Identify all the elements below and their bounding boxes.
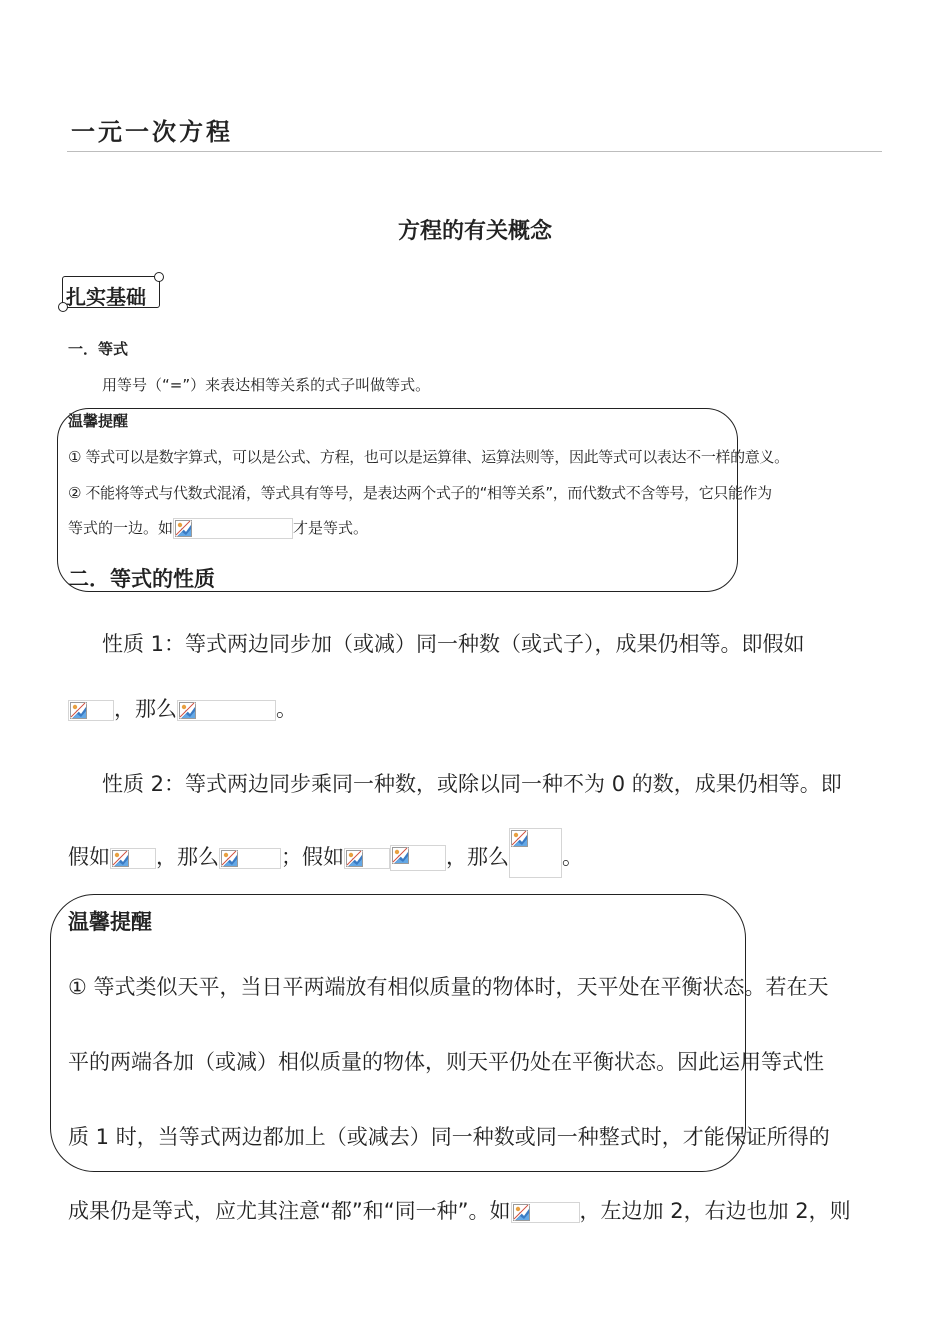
broken-image-icon [511,830,528,847]
broken-image-icon [179,702,196,719]
equation-definition: 用等号（“=”）来表达相等关系的式子叫做等式。 [102,376,431,394]
property-2-formula [68,828,583,880]
tip-callout-outline [50,894,746,1172]
property-1: 性质 1：等式两边同步加（或减）同一种数（或式子），成果仍相等。即假如 [102,632,805,656]
tip-heading: 温馨提醒 [68,412,129,430]
equation-image [511,1202,580,1223]
broken-image-icon [513,1204,530,1221]
property-2: 性质 2：等式两边同步乘同一种数，或除以同一种不为 0 的数，成果仍相等。即 [102,772,842,796]
broken-image-icon [346,850,363,867]
tip-item: ② 不能将等式与代数式混淆，等式具有等号，是表达两个式子的“相等关系”，而代数式不含等号，它只能作为 [68,484,772,502]
tip-text: ，左边加 2，右边也加 2，则 [579,1199,851,1223]
tip-heading: 温馨提醒 [68,910,152,934]
broken-image-icon [112,850,129,867]
tip-line: 平的两端各加（或减）相似质量的物体，则天平仍处在平衡状态。因此运用等式性 [68,1050,824,1074]
formula-text: 那么 [135,697,177,721]
title-divider [67,151,882,152]
tip-text: 成果仍是等式，应尤其注意“都”和“同一种”。如 [68,1199,511,1223]
broken-image-icon [70,702,87,719]
tip-text: 才是等式。 [293,519,369,537]
formula-image [68,700,114,721]
tip-line [68,1195,851,1225]
part2-heading: 二．等式的性质 [68,567,215,591]
fraction-image [509,828,562,878]
formula-text: ，那么 [156,845,219,869]
punctuation: ， [114,697,135,721]
tip-line: ① 等式类似天平，当日平两端放有相似质量的物体时，天平处在平衡状态。若在天 [68,975,829,999]
property-1-formula [68,693,297,723]
formula-image [177,700,276,721]
tip-text: 等式的一边。如 [68,519,174,537]
scroll-curl-icon [154,272,164,282]
formula-image [110,848,156,869]
formula-text: 假如 [68,845,110,869]
tip-item: ① 等式可以是数字算式，可以是公式、方程，也可以是运算律、运算法则等，因此等式可以表达不一样的意义。 [68,448,789,466]
formula-image [219,848,281,869]
punctuation: 。 [562,845,583,869]
formula-text: ，那么 [446,845,509,869]
broken-image-icon [221,850,238,867]
document-title: 一元一次方程 [71,117,233,146]
formula-image [390,845,446,871]
part1-heading: 一．等式 [68,340,129,358]
basics-label: 扎实基础 [66,285,146,309]
section-title: 方程的有关概念 [397,219,552,244]
punctuation: 。 [276,697,297,721]
formula-image [344,848,390,869]
broken-image-icon [392,847,409,864]
tip-line: 质 1 时，当等式两边都加上（或减去）同一种数或同一种整式时，才能保证所得的 [68,1125,830,1149]
formula-text: ；假如 [281,845,344,869]
